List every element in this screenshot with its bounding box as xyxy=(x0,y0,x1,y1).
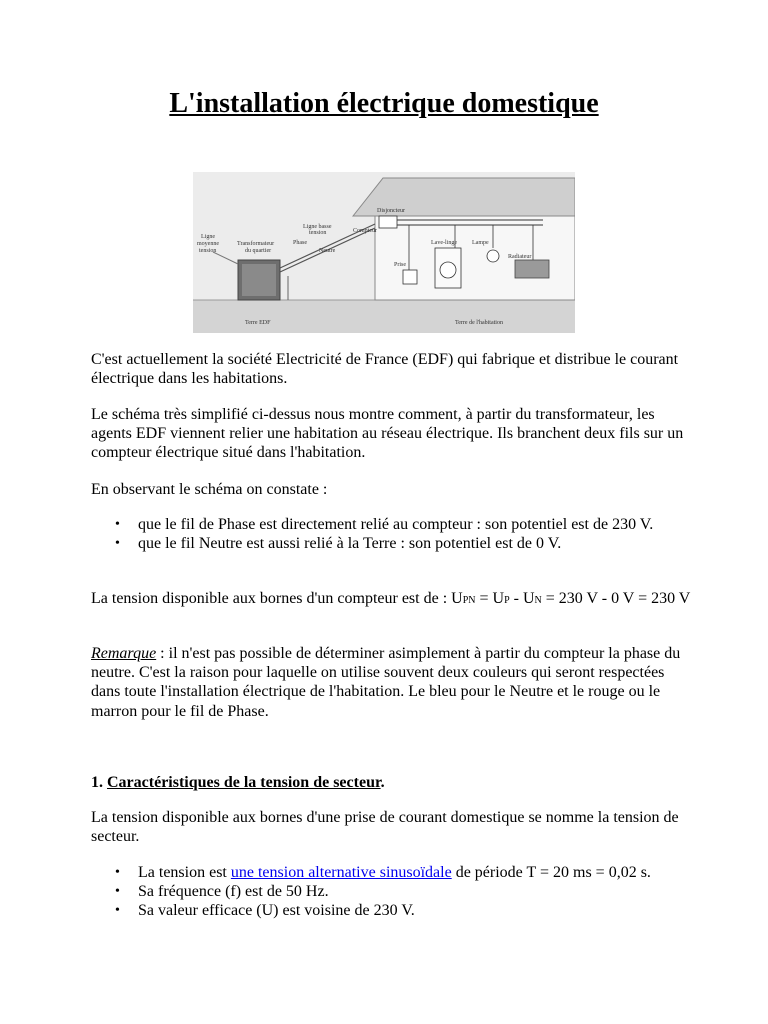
list-item: • Sa valeur efficace (U) est voisine de 230 V. xyxy=(91,901,691,920)
label-ligne-moyenne-2: moyenne xyxy=(197,241,219,247)
label-ligne-moyenne-1: Ligne xyxy=(201,234,215,240)
label-phase: Phase xyxy=(293,240,307,246)
subscript-n: N xyxy=(534,595,542,606)
observation-list xyxy=(91,515,691,553)
label-radiateur: Radiateur xyxy=(508,254,532,260)
paragraph-remarque: Remarque : il n'est pas possible de déterminer asimplement à partir du compteur la phase du neutre. C'est la raison pour laquelle on utilise souvent deux couleurs qui seront respectées dans toute l'installation électrique de l'habitation. Le bleu pour le Neutre et le rouge ou le marron pour le fil de Phase. xyxy=(91,645,681,720)
list-item: • que le fil Neutre est aussi relié à la Terre : son potentiel est de 0 V. xyxy=(91,534,691,553)
label-transformateur-2: du quartier xyxy=(245,248,272,254)
label-lave-linge: Lave-linge xyxy=(431,240,457,246)
installation-diagram xyxy=(193,172,575,333)
label-transformateur-1: Transformateur xyxy=(237,241,275,247)
paragraph-observation: En observant le schéma on constate : xyxy=(91,481,328,498)
subscript-pn: PN xyxy=(462,595,476,606)
secteur-list xyxy=(91,863,691,921)
label-ligne-basse-2: tension xyxy=(309,230,327,236)
sinusoidal-link[interactable]: une tension alternative sinusoïdale xyxy=(230,864,452,881)
paragraph-tension-compteur: La tension disponible aux bornes d'un compteur est de : UPN = UP - UN = 230 V - 0 V = 230 V xyxy=(91,590,691,607)
label-terre-edf: Terre EDF xyxy=(245,320,271,326)
label-ligne-moyenne-3: tension xyxy=(199,248,217,254)
section-title: Caractéristiques de la tension de secteur xyxy=(107,774,381,791)
label-neutre: Neutre xyxy=(319,248,336,254)
section-heading-1: 1. Caractéristiques de la tension de secteur. xyxy=(91,774,385,791)
subscript-p: P xyxy=(504,595,510,606)
label-compteur: Compteur xyxy=(353,228,377,234)
remarque-label: Remarque xyxy=(91,645,157,662)
paragraph-edf: C'est actuellement la société Electricité de France (EDF) qui fabrique et distribue le courant électrique dans les habitations. xyxy=(91,351,679,388)
list-item: • La tension est une tension alternative sinusoïdale de période T = 20 ms = 0,02 s. xyxy=(91,863,691,882)
label-terre-habitation: Terre de l'habitation xyxy=(455,320,503,326)
paragraph-schema: Le schéma très simplifié ci-dessus nous montre comment, à partir du transformateur, les agents EDF viennent relier une habitation au réseau électrique. Ils branchent deux fils sur un compteur électrique situé dans l'habitation. xyxy=(91,406,684,462)
page-title: L'installation électrique domestique xyxy=(169,88,599,119)
label-lampe: Lampe xyxy=(472,240,489,246)
list-item: • que le fil de Phase est directement relié au compteur : son potentiel est de 230 V. xyxy=(91,515,691,534)
label-prise: Prise xyxy=(394,262,406,268)
list-item: • Sa fréquence (f) est de 50 Hz. xyxy=(91,882,691,901)
label-disjoncteur: Disjoncteur xyxy=(377,208,405,214)
label-ligne-basse-1: Ligne basse xyxy=(303,224,332,230)
paragraph-tension-secteur: La tension disponible aux bornes d'une prise de courant domestique se nomme la tension de secteur. xyxy=(91,809,679,846)
